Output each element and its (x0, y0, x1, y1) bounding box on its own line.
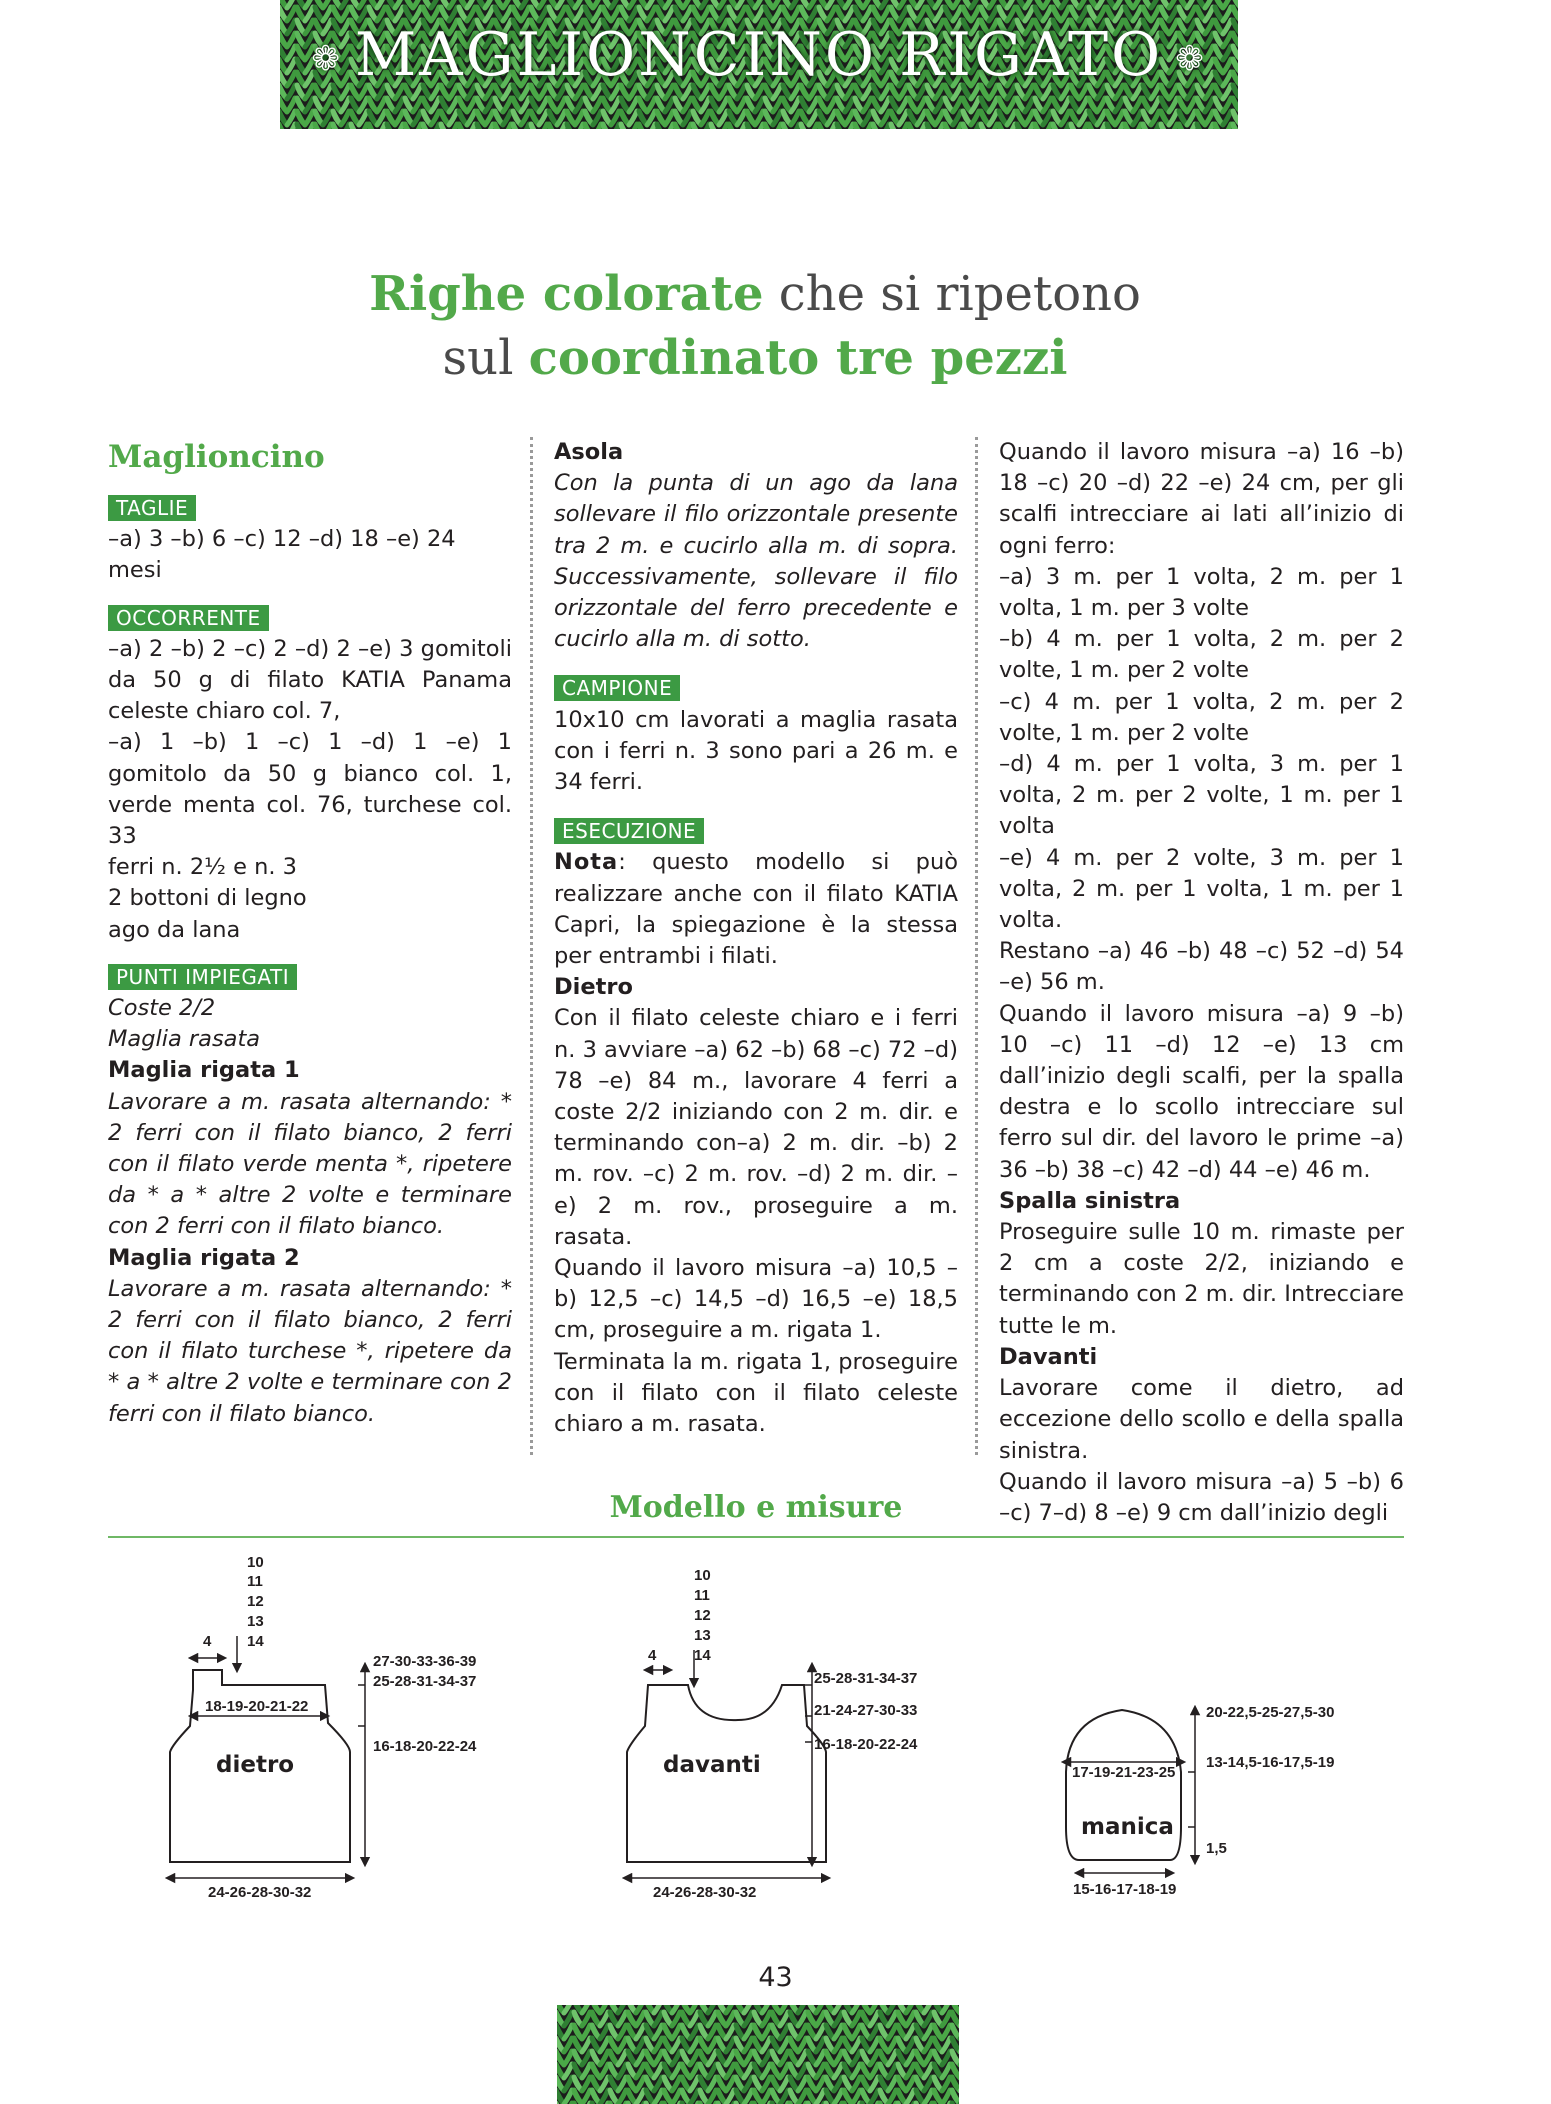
dietro-top-size: 14 (247, 1633, 264, 1650)
dietro-right-mid: 16-18-20-22-24 (373, 1738, 477, 1755)
davanti-top-size: 14 (694, 1647, 711, 1664)
occorrente-line: 2 bottoni di legno (108, 885, 307, 912)
occorrente-line: –a) 2 –b) 2 –c) 2 –d) 2 –e) 3 gomitoli da 50 g di filato KATIA Panama celeste chiaro col. 7, (108, 635, 512, 725)
subtitle-dietro: Dietro (554, 974, 633, 1001)
punto-line: Maglia rasata (108, 1026, 261, 1053)
scalfi-intro: Quando il lavoro misura –a) 16 –b) 18 –c) 20 –d) 22 –e) 24 cm, per gli scalfi intrecciare ai lati all’inizio di ogni ferro: (999, 439, 1404, 559)
size-line: –b) 4 m. per 1 volta, 2 m. per 2 volte, 1 m. per 2 volte (999, 626, 1404, 684)
tag-punti-impiegati: PUNTI IMPIEGATI (108, 964, 297, 990)
dietro-paragraph: Terminata la m. rigata 1, proseguire con il filato con il filato celeste chiaro a m. rasata. (554, 1348, 958, 1438)
subtitle-asola: Asola (554, 439, 624, 465)
column-3 (999, 437, 1404, 1529)
restano-text: Restano –a) 46 –b) 48 –c) 52 –d) 54 –e) 56 m. (999, 938, 1404, 996)
davanti-text: Quando il lavoro misura –a) 5 –b) 6 –c) 7–d) 8 –e) 9 cm dall’inizio degli (999, 1468, 1404, 1526)
page-number: 43 (758, 1962, 793, 1993)
spalla-destra-text: Quando il lavoro misura –a) 9 –b) 10 –c) 11 –d) 12 –e) 13 cm dall’inizio degli scalfi, per la spalla destra e lo scollo intrecciare sul ferro sul dir. del lavoro le prime –a) 36 –b) 38 –c) 42 –d) 44 –e) 46 m. (999, 1000, 1404, 1183)
section-title-maglioncino: Maglioncino (108, 439, 325, 475)
dietro-top-size: 12 (247, 1593, 264, 1610)
size-line: –a) 3 m. per 1 volta, 2 m. per 1 volta, 1 m. per 3 volte (999, 563, 1404, 622)
campione-text: 10x10 cm lavorati a maglia rasata con i ferri n. 3 sono pari a 26 m. e 34 ferri. (554, 706, 958, 796)
manica-right-top: 20-22,5-25-27,5-30 (1206, 1704, 1335, 1721)
headline-text-2: sul (442, 330, 529, 386)
tag-taglie: TAGLIE (108, 495, 196, 521)
schematic-diagrams (0, 1540, 1551, 1920)
manica-bottom: 15-16-17-18-19 (1073, 1881, 1177, 1898)
column-1 (108, 437, 512, 1430)
dietro-bottom: 24-26-28-30-32 (208, 1884, 312, 1901)
subtitle-maglia-rigata-2: Maglia rigata 2 (108, 1244, 300, 1271)
column-divider (530, 437, 533, 1455)
manica-inner-width: 17-19-21-23-25 (1072, 1764, 1176, 1781)
dietro-right-top1: 27-30-33-36-39 (373, 1653, 477, 1670)
dietro-inner-width: 18-19-20-21-22 (205, 1698, 309, 1715)
davanti-top-size: 11 (694, 1587, 710, 1604)
spalla-sinistra-text: Proseguire sulle 10 m. rimaste per 2 cm a coste 2/2, iniziando e terminando con 2 m. dir. Intrecciare tutte le m. (999, 1219, 1404, 1339)
asola-text: Con la punta di un ago da lana sollevare il filo orizzontale presente tra 2 m. e cucirlo alla m. di sopra. Successivamente, sollevare il filo orizzontale del ferro precedente e cucirlo alla m. di sotto. (554, 470, 958, 653)
occorrente-line: ago da lana (108, 916, 241, 943)
model-title: Modello e misure (609, 1490, 903, 1525)
column-divider (975, 437, 978, 1455)
size-line: –c) 4 m. per 1 volta, 2 m. per 2 volte, 1 m. per 2 volte (999, 688, 1404, 746)
manica-right-mid: 13-14,5-16-17,5-19 (1206, 1754, 1335, 1771)
occorrente-line: ferri n. 2½ e n. 3 (108, 854, 297, 881)
headline (300, 262, 1210, 390)
nota-text: : questo modello si può realizzare anche con il filato KATIA Capri, la spiegazione è la stessa per entrambi i filati. (554, 849, 958, 970)
flower-icon: ❁ (311, 39, 343, 80)
nota-paragraph (554, 847, 958, 972)
tag-campione: CAMPIONE (554, 675, 680, 701)
davanti-right-top2: 21-24-27-30-33 (814, 1702, 918, 1719)
davanti-top-size: 10 (694, 1567, 711, 1584)
occorrente-line: –a) 1 –b) 1 –c) 1 –d) 1 –e) 1 gomitolo da 50 g bianco col. 1, verde menta col. 76, turchese col. 33 (108, 729, 512, 850)
footer-banner (557, 2005, 959, 2104)
headline-highlight-1: Righe colorate (369, 266, 764, 322)
label-dietro: dietro (216, 1752, 295, 1778)
subtitle-spalla-sinistra: Spalla sinistra (999, 1187, 1181, 1214)
dietro-top-size: 11 (247, 1573, 263, 1590)
label-manica: manica (1081, 1814, 1174, 1840)
model-divider (108, 1536, 1404, 1538)
headline-text-1: che si ripetono (763, 266, 1141, 322)
dietro-top-size: 10 (247, 1554, 264, 1571)
tag-occorrente: OCCORRENTE (108, 605, 269, 631)
size-line: –d) 4 m. per 1 volta, 3 m. per 1 volta, 2 m. per 2 volte, 1 m. per 1 volta (999, 751, 1404, 840)
davanti-top-size: 13 (694, 1627, 711, 1644)
page-title-text: MAGLIONCINO RIGATO (354, 20, 1164, 90)
dietro-left-small: 4 (203, 1633, 212, 1650)
davanti-right-top1: 25-28-31-34-37 (814, 1670, 918, 1687)
davanti-right-mid: 16-18-20-22-24 (814, 1736, 918, 1753)
maglia-rigata-1-text: Lavorare a m. rasata alternando: * 2 ferri con il filato bianco, 2 ferri con il filato verde menta *, ripetere da * a * altre 2 volte e terminare con 2 ferri con il filato bianco. (108, 1088, 512, 1240)
subtitle-maglia-rigata-1: Maglia rigata 1 (108, 1057, 300, 1084)
header-banner (280, 0, 1238, 129)
davanti-text: Lavorare come il dietro, ad eccezione dello scollo e della spalla sinistra. (999, 1375, 1404, 1464)
dietro-paragraph: Quando il lavoro misura –a) 10,5 –b) 12,5 –c) 14,5 –d) 16,5 –e) 18,5 cm, proseguire a m. rigata 1. (554, 1255, 958, 1344)
knit-texture-footer (557, 2005, 959, 2104)
subtitle-davanti: Davanti (999, 1343, 1098, 1370)
dietro-paragraph: Con il filato celeste chiaro e i ferri n. 3 avviare –a) 62 –b) 68 –c) 72 –d) 78 –e) 84 m., lavorare 4 ferri a coste 2/2 iniziando con 2 m. dir. e terminando con–a) 2 m. dir. –b) 2 m. rov. –c) 2 m. rov. –d) 2 m. dir. –e) 2 m. rov., proseguire a m. rasata. (554, 1005, 958, 1250)
nota-label: Nota (554, 849, 619, 876)
size-line: –e) 4 m. per 2 volte, 3 m. per 1 volta, 2 m. per 1 volta, 1 m. per 1 volta. (999, 844, 1404, 934)
maglia-rigata-2-text: Lavorare a m. rasata alternando: * 2 ferri con il filato bianco, 2 ferri con il filato turchese *, ripetere da * a * altre 2 volte e terminare con 2 ferri con il filato bianco. (108, 1275, 512, 1427)
dietro-right-top2: 25-28-31-34-37 (373, 1673, 477, 1690)
label-davanti: davanti (663, 1752, 761, 1778)
taglie-text: –a) 3 –b) 6 –c) 12 –d) 18 –e) 24 mesi (108, 526, 456, 584)
flower-icon: ❁ (1175, 39, 1207, 80)
page-title (280, 20, 1238, 90)
punto-line: Coste 2/2 (108, 995, 216, 1022)
tag-esecuzione: ESECUZIONE (554, 818, 704, 844)
column-2 (554, 437, 958, 1440)
manica-right-small: 1,5 (1206, 1840, 1227, 1857)
dietro-top-size: 13 (247, 1613, 264, 1630)
davanti-top-size: 12 (694, 1607, 711, 1624)
davanti-bottom: 24-26-28-30-32 (653, 1884, 757, 1901)
davanti-left-small: 4 (648, 1647, 657, 1664)
headline-highlight-2: coordinato tre pezzi (528, 330, 1068, 386)
